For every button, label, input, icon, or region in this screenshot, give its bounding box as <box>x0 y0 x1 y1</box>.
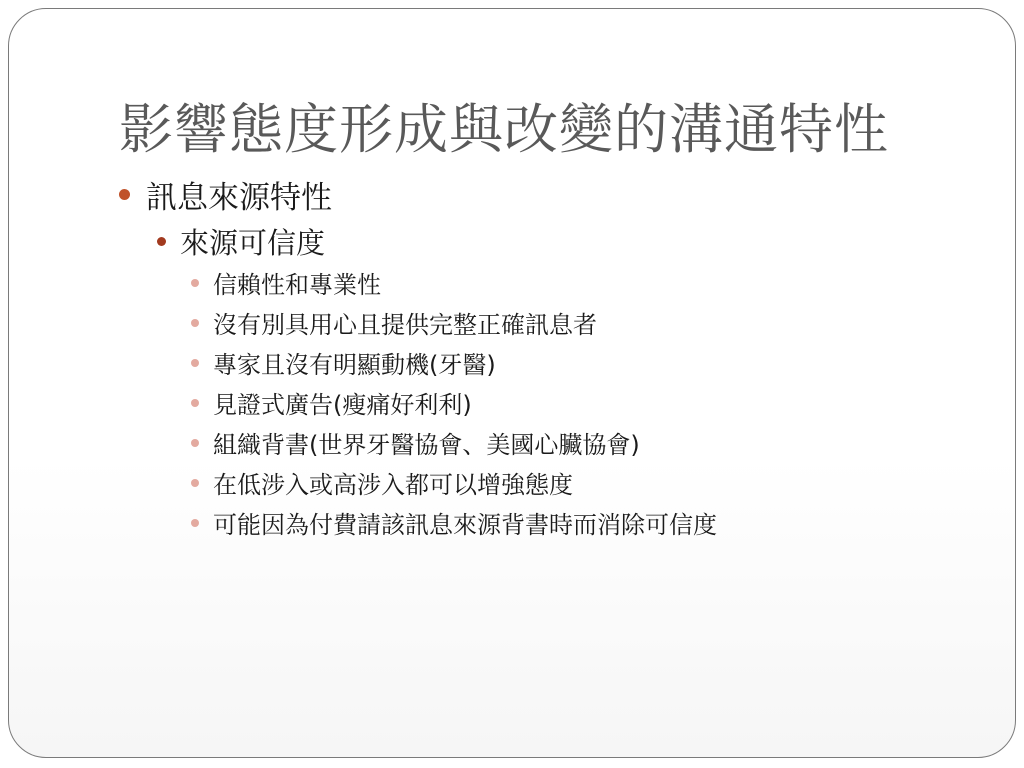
bullet-text: 組織背書(世界牙醫協會、美國心臟協會) <box>213 431 640 459</box>
bullet-level3 <box>191 265 381 300</box>
bullet-dot-icon <box>191 439 199 447</box>
bullet-dot-icon <box>191 479 199 487</box>
bullet-dot-icon <box>191 519 199 527</box>
bullet-dot-icon <box>119 189 130 200</box>
bullet-text: 來源可信度 <box>180 226 326 260</box>
bullet-text: 專家且沒有明顯動機(牙醫) <box>213 351 496 379</box>
bullet-text: 沒有別具用心且提供完整正確訊息者 <box>213 311 597 339</box>
bullet-level2 <box>157 221 325 262</box>
bullet-level1 <box>119 172 332 217</box>
bullet-text: 信賴性和專業性 <box>213 271 381 299</box>
bullet-level3 <box>191 425 640 460</box>
bullet-dot-icon <box>157 237 166 246</box>
bullet-level3 <box>191 465 573 500</box>
bullet-text: 在低涉入或高涉入都可以增強態度 <box>213 471 573 499</box>
bullet-dot-icon <box>191 399 199 407</box>
slide-title: 影響態度形成與改變的溝通特性 <box>119 98 889 161</box>
bullet-level3 <box>191 505 717 540</box>
bullet-dot-icon <box>191 279 199 287</box>
bullet-level3 <box>191 305 597 340</box>
bullet-text: 見證式廣告(瘦痛好利利) <box>213 391 472 419</box>
bullet-dot-icon <box>191 319 199 327</box>
bullet-text: 可能因為付費請該訊息來源背書時而消除可信度 <box>213 511 717 539</box>
bullet-level3 <box>191 385 472 420</box>
bullet-level3 <box>191 345 496 380</box>
slide-frame <box>8 8 1016 758</box>
bullet-dot-icon <box>191 359 199 367</box>
bullet-text: 訊息來源特性 <box>146 180 332 216</box>
